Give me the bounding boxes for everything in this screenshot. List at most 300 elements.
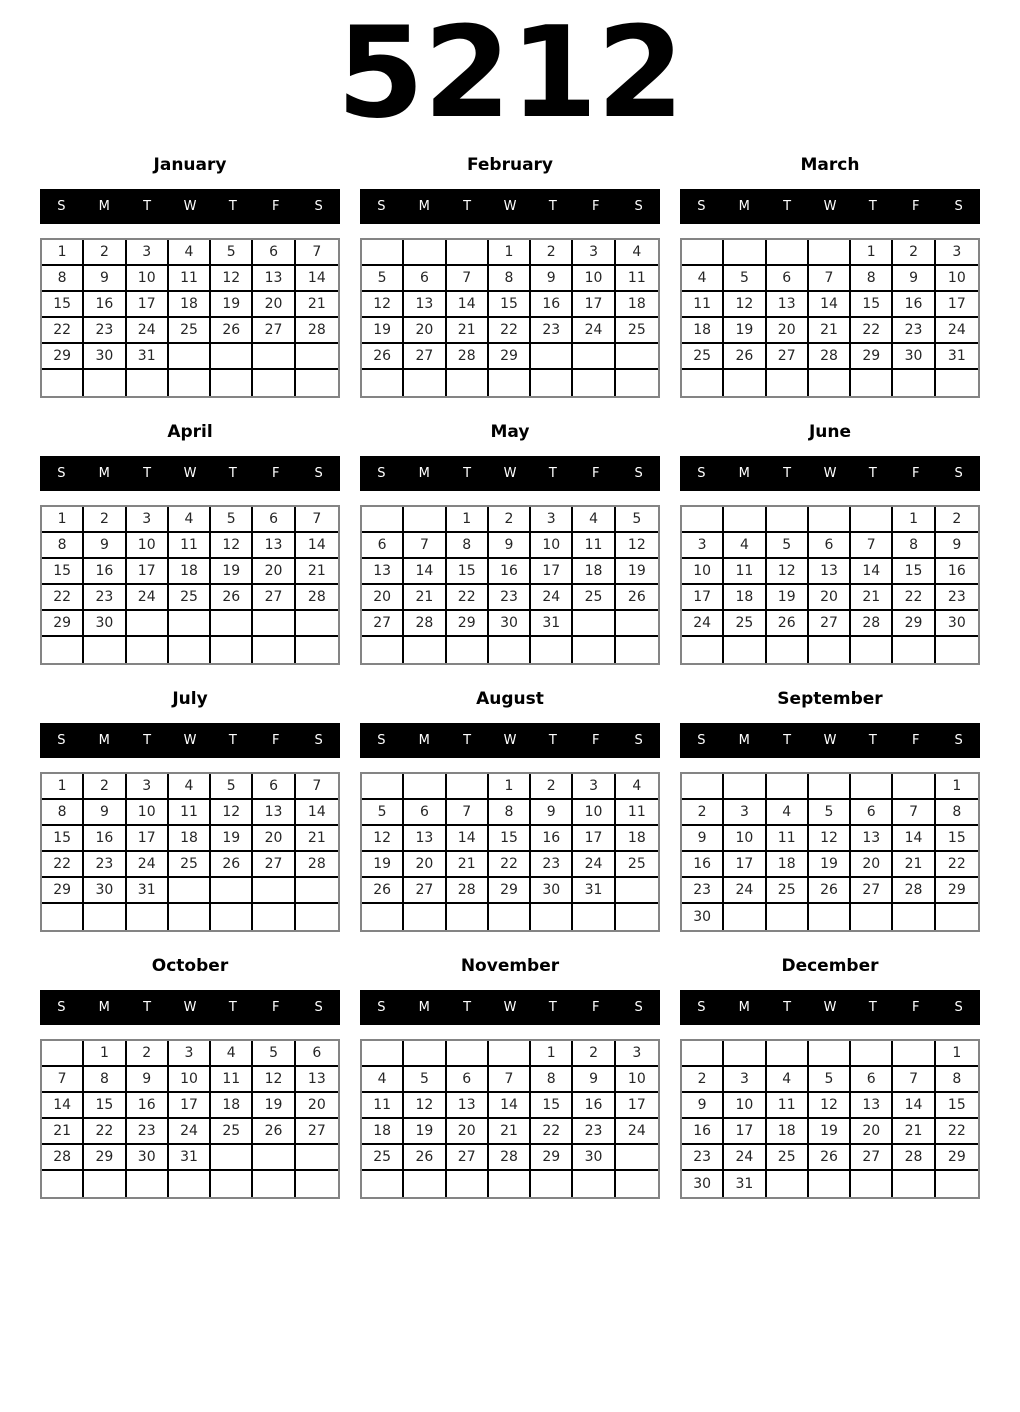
day-cell: 30	[489, 611, 531, 637]
day-cell	[127, 904, 169, 930]
week-row	[42, 1093, 338, 1119]
weekday-label: W	[823, 999, 837, 1015]
day-cell: 21	[489, 1119, 531, 1145]
day-cell	[296, 370, 338, 396]
day-cell: 4	[724, 533, 766, 559]
day-cell: 7	[447, 266, 489, 292]
day-cell: 6	[447, 1067, 489, 1093]
day-cell: 17	[573, 826, 615, 852]
day-cell: 3	[169, 1041, 211, 1067]
day-cell: 12	[404, 1093, 446, 1119]
day-cell: 12	[362, 826, 404, 852]
day-cell	[253, 344, 295, 370]
week-row	[42, 292, 338, 318]
weekday-label: S	[377, 198, 386, 214]
day-cell: 27	[253, 585, 295, 611]
day-cell	[893, 1041, 935, 1067]
weekday-label: W	[503, 732, 517, 748]
weekday-label: T	[463, 999, 472, 1015]
day-cell: 27	[851, 878, 893, 904]
day-cell: 7	[42, 1067, 84, 1093]
day-cell	[616, 637, 658, 663]
weekday-label: S	[634, 198, 643, 214]
day-cell	[404, 507, 446, 533]
day-cell: 26	[724, 344, 766, 370]
day-cell: 6	[767, 266, 809, 292]
day-cell	[767, 637, 809, 663]
day-cell: 10	[573, 800, 615, 826]
day-cell: 10	[127, 533, 169, 559]
day-cell: 6	[253, 774, 295, 800]
day-cell	[253, 1171, 295, 1197]
day-cell: 3	[127, 240, 169, 266]
month-date-grid	[360, 1039, 660, 1199]
day-cell: 18	[724, 585, 766, 611]
day-cell: 4	[767, 1067, 809, 1093]
weekday-label: M	[98, 732, 110, 748]
day-cell: 15	[489, 292, 531, 318]
day-cell: 14	[809, 292, 851, 318]
day-cell: 24	[573, 318, 615, 344]
day-cell: 8	[84, 1067, 126, 1093]
day-cell	[809, 1171, 851, 1197]
day-cell: 21	[42, 1119, 84, 1145]
day-cell: 19	[724, 318, 766, 344]
month-title: February	[466, 154, 554, 175]
month-february	[360, 153, 660, 398]
day-cell: 9	[531, 266, 573, 292]
day-cell	[211, 1145, 253, 1171]
day-cell: 18	[616, 826, 658, 852]
day-cell: 12	[809, 826, 851, 852]
week-row	[682, 800, 978, 826]
day-cell	[809, 1041, 851, 1067]
week-row	[42, 800, 338, 826]
day-cell	[616, 370, 658, 396]
day-cell: 14	[42, 1093, 84, 1119]
day-cell: 3	[724, 1067, 766, 1093]
month-title: October	[151, 955, 229, 976]
day-cell: 21	[296, 559, 338, 585]
day-cell: 27	[296, 1119, 338, 1145]
day-cell: 1	[936, 774, 978, 800]
week-row	[42, 344, 338, 370]
day-cell	[724, 637, 766, 663]
weekday-label: M	[418, 732, 430, 748]
day-cell	[724, 774, 766, 800]
day-cell: 25	[362, 1145, 404, 1171]
day-cell	[531, 344, 573, 370]
day-cell	[42, 904, 84, 930]
day-cell: 13	[253, 533, 295, 559]
week-row	[362, 904, 658, 930]
day-cell: 3	[724, 800, 766, 826]
week-row	[682, 1171, 978, 1197]
day-cell	[531, 1171, 573, 1197]
day-cell: 28	[404, 611, 446, 637]
day-cell: 1	[84, 1041, 126, 1067]
day-cell: 16	[127, 1093, 169, 1119]
weekday-label: F	[911, 999, 920, 1015]
day-cell: 13	[362, 559, 404, 585]
weekday-label: W	[503, 999, 517, 1015]
day-cell	[851, 637, 893, 663]
week-row	[42, 507, 338, 533]
day-cell: 5	[362, 266, 404, 292]
weekday-label: S	[314, 465, 323, 481]
day-cell: 24	[531, 585, 573, 611]
week-row	[42, 878, 338, 904]
week-row	[42, 826, 338, 852]
week-row	[362, 1171, 658, 1197]
week-row	[682, 637, 978, 663]
day-cell: 15	[42, 292, 84, 318]
day-cell: 29	[936, 878, 978, 904]
day-cell	[404, 1041, 446, 1067]
week-row	[362, 266, 658, 292]
day-cell: 21	[809, 318, 851, 344]
day-cell: 11	[169, 266, 211, 292]
day-cell: 28	[809, 344, 851, 370]
day-cell: 22	[489, 318, 531, 344]
day-cell: 7	[809, 266, 851, 292]
week-row	[42, 370, 338, 396]
day-cell: 8	[489, 800, 531, 826]
day-cell: 29	[42, 344, 84, 370]
day-cell	[809, 774, 851, 800]
day-cell: 25	[682, 344, 724, 370]
day-cell	[169, 611, 211, 637]
week-row	[362, 611, 658, 637]
weekday-label: T	[463, 732, 472, 748]
day-cell: 22	[936, 852, 978, 878]
day-cell: 20	[851, 1119, 893, 1145]
weekday-label: T	[783, 198, 792, 214]
week-row	[682, 507, 978, 533]
day-cell: 8	[42, 800, 84, 826]
day-cell: 9	[489, 533, 531, 559]
weekday-label: S	[697, 198, 706, 214]
week-row	[682, 240, 978, 266]
day-cell	[573, 904, 615, 930]
weekday-label: T	[868, 732, 877, 748]
day-cell: 7	[851, 533, 893, 559]
weekday-label: W	[823, 465, 837, 481]
day-cell: 25	[211, 1119, 253, 1145]
day-cell	[127, 637, 169, 663]
day-cell: 21	[893, 1119, 935, 1145]
day-cell: 7	[893, 800, 935, 826]
day-cell: 5	[724, 266, 766, 292]
day-cell: 9	[84, 800, 126, 826]
weekday-label: M	[98, 465, 110, 481]
day-cell: 26	[253, 1119, 295, 1145]
day-cell: 31	[127, 344, 169, 370]
month-date-grid	[360, 772, 660, 932]
day-cell	[809, 507, 851, 533]
week-row	[682, 852, 978, 878]
day-cell: 15	[42, 826, 84, 852]
day-cell: 30	[682, 1171, 724, 1197]
weekday-label: M	[738, 999, 750, 1015]
day-cell: 27	[253, 318, 295, 344]
week-row	[362, 559, 658, 585]
day-cell: 2	[893, 240, 935, 266]
day-cell: 9	[573, 1067, 615, 1093]
day-cell	[851, 774, 893, 800]
day-cell: 22	[893, 585, 935, 611]
day-cell	[253, 1145, 295, 1171]
day-cell: 29	[489, 344, 531, 370]
year-title: 5212	[336, 0, 684, 146]
day-cell: 16	[682, 852, 724, 878]
day-cell: 16	[531, 826, 573, 852]
weekday-header-bar	[360, 990, 660, 1025]
month-december	[680, 954, 980, 1199]
day-cell	[616, 1145, 658, 1171]
week-row	[42, 559, 338, 585]
day-cell: 4	[616, 240, 658, 266]
day-cell: 8	[447, 533, 489, 559]
day-cell: 18	[169, 826, 211, 852]
day-cell: 11	[767, 1093, 809, 1119]
week-row	[42, 774, 338, 800]
day-cell: 14	[893, 1093, 935, 1119]
day-cell: 25	[767, 1145, 809, 1171]
weekday-header-bar	[40, 723, 340, 758]
day-cell: 26	[809, 878, 851, 904]
day-cell: 24	[724, 1145, 766, 1171]
day-cell	[851, 370, 893, 396]
day-cell: 24	[573, 852, 615, 878]
day-cell: 1	[42, 774, 84, 800]
day-cell: 13	[296, 1067, 338, 1093]
day-cell: 14	[447, 292, 489, 318]
month-date-grid	[360, 505, 660, 665]
month-title: January	[153, 154, 227, 175]
weekday-header-bar	[360, 189, 660, 224]
week-row	[362, 1067, 658, 1093]
week-row	[362, 318, 658, 344]
day-cell	[616, 1171, 658, 1197]
day-cell: 29	[489, 878, 531, 904]
day-cell: 8	[531, 1067, 573, 1093]
day-cell: 6	[296, 1041, 338, 1067]
day-cell	[851, 904, 893, 930]
weekday-label: M	[738, 465, 750, 481]
week-row	[362, 878, 658, 904]
day-cell	[84, 637, 126, 663]
weekday-label: T	[868, 999, 877, 1015]
day-cell: 23	[936, 585, 978, 611]
week-row	[682, 266, 978, 292]
day-cell: 17	[936, 292, 978, 318]
day-cell: 20	[404, 852, 446, 878]
weekday-label: S	[954, 198, 963, 214]
day-cell: 5	[362, 800, 404, 826]
weekday-label: W	[503, 198, 517, 214]
day-cell: 22	[851, 318, 893, 344]
weekday-label: S	[697, 732, 706, 748]
day-cell	[211, 637, 253, 663]
month-title: April	[167, 421, 213, 442]
day-cell: 12	[809, 1093, 851, 1119]
day-cell: 29	[42, 611, 84, 637]
day-cell: 5	[211, 507, 253, 533]
day-cell: 14	[489, 1093, 531, 1119]
week-row	[362, 800, 658, 826]
weekday-label: S	[697, 465, 706, 481]
day-cell	[531, 637, 573, 663]
day-cell	[127, 370, 169, 396]
week-row	[682, 370, 978, 396]
weekday-label: S	[954, 465, 963, 481]
day-cell: 28	[489, 1145, 531, 1171]
day-cell: 28	[296, 852, 338, 878]
day-cell	[362, 774, 404, 800]
day-cell: 30	[936, 611, 978, 637]
day-cell: 7	[404, 533, 446, 559]
week-row	[42, 1067, 338, 1093]
day-cell	[616, 904, 658, 930]
day-cell: 22	[42, 585, 84, 611]
day-cell: 2	[936, 507, 978, 533]
day-cell	[682, 1041, 724, 1067]
day-cell: 2	[531, 774, 573, 800]
weekday-label: M	[98, 999, 110, 1015]
day-cell: 22	[936, 1119, 978, 1145]
weekday-header-bar	[360, 456, 660, 491]
day-cell: 26	[362, 878, 404, 904]
week-row	[682, 904, 978, 930]
day-cell: 10	[127, 266, 169, 292]
day-cell	[253, 370, 295, 396]
day-cell	[447, 370, 489, 396]
day-cell: 11	[616, 800, 658, 826]
weekday-label: S	[57, 198, 66, 214]
day-cell: 6	[253, 507, 295, 533]
day-cell	[573, 637, 615, 663]
week-row	[42, 852, 338, 878]
day-cell: 25	[767, 878, 809, 904]
week-row	[682, 1067, 978, 1093]
day-cell: 23	[531, 318, 573, 344]
day-cell: 11	[573, 533, 615, 559]
day-cell: 25	[616, 852, 658, 878]
month-september	[680, 687, 980, 932]
day-cell: 20	[809, 585, 851, 611]
month-date-grid	[680, 772, 980, 932]
day-cell	[211, 904, 253, 930]
day-cell: 17	[724, 1119, 766, 1145]
week-row	[682, 344, 978, 370]
day-cell	[169, 637, 211, 663]
day-cell: 27	[404, 344, 446, 370]
day-cell: 6	[404, 800, 446, 826]
day-cell	[767, 240, 809, 266]
day-cell	[809, 637, 851, 663]
day-cell: 5	[211, 774, 253, 800]
day-cell: 12	[724, 292, 766, 318]
month-date-grid	[680, 238, 980, 398]
weekday-header-bar	[680, 456, 980, 491]
day-cell: 18	[362, 1119, 404, 1145]
week-row	[42, 533, 338, 559]
day-cell: 19	[362, 852, 404, 878]
day-cell	[404, 1171, 446, 1197]
weekday-label: M	[418, 465, 430, 481]
day-cell	[296, 1171, 338, 1197]
day-cell: 19	[211, 559, 253, 585]
day-cell: 15	[489, 826, 531, 852]
month-march	[680, 153, 980, 398]
weekday-label: F	[271, 999, 280, 1015]
day-cell: 9	[84, 533, 126, 559]
day-cell: 29	[851, 344, 893, 370]
weekday-label: S	[634, 732, 643, 748]
day-cell: 12	[211, 533, 253, 559]
day-cell	[724, 507, 766, 533]
day-cell: 11	[211, 1067, 253, 1093]
week-row	[682, 774, 978, 800]
day-cell	[404, 637, 446, 663]
weekday-label: S	[634, 465, 643, 481]
weekday-header-bar	[680, 189, 980, 224]
day-cell	[362, 507, 404, 533]
day-cell: 1	[42, 240, 84, 266]
day-cell	[936, 904, 978, 930]
day-cell	[296, 878, 338, 904]
day-cell: 7	[296, 240, 338, 266]
weekday-label: M	[738, 732, 750, 748]
week-row	[682, 1041, 978, 1067]
day-cell: 13	[851, 1093, 893, 1119]
day-cell: 3	[936, 240, 978, 266]
day-cell: 2	[127, 1041, 169, 1067]
day-cell: 30	[127, 1145, 169, 1171]
weekday-header-bar	[360, 723, 660, 758]
day-cell: 6	[253, 240, 295, 266]
day-cell: 3	[127, 774, 169, 800]
day-cell: 26	[809, 1145, 851, 1171]
day-cell	[84, 904, 126, 930]
weekday-label: S	[697, 999, 706, 1015]
weekday-header-bar	[40, 189, 340, 224]
week-row	[362, 370, 658, 396]
week-row	[682, 292, 978, 318]
day-cell: 19	[404, 1119, 446, 1145]
weekday-label: T	[143, 732, 152, 748]
day-cell	[893, 637, 935, 663]
week-row	[682, 533, 978, 559]
weekday-label: T	[868, 465, 877, 481]
day-cell: 16	[531, 292, 573, 318]
day-cell: 4	[362, 1067, 404, 1093]
day-cell	[42, 370, 84, 396]
day-cell: 5	[767, 533, 809, 559]
day-cell: 2	[573, 1041, 615, 1067]
month-title: March	[800, 154, 860, 175]
day-cell: 16	[893, 292, 935, 318]
week-row	[682, 878, 978, 904]
day-cell	[169, 904, 211, 930]
weekday-label: S	[314, 198, 323, 214]
day-cell: 14	[893, 826, 935, 852]
day-cell: 6	[851, 800, 893, 826]
weekday-header-bar	[680, 723, 980, 758]
day-cell: 20	[253, 292, 295, 318]
day-cell: 28	[851, 611, 893, 637]
